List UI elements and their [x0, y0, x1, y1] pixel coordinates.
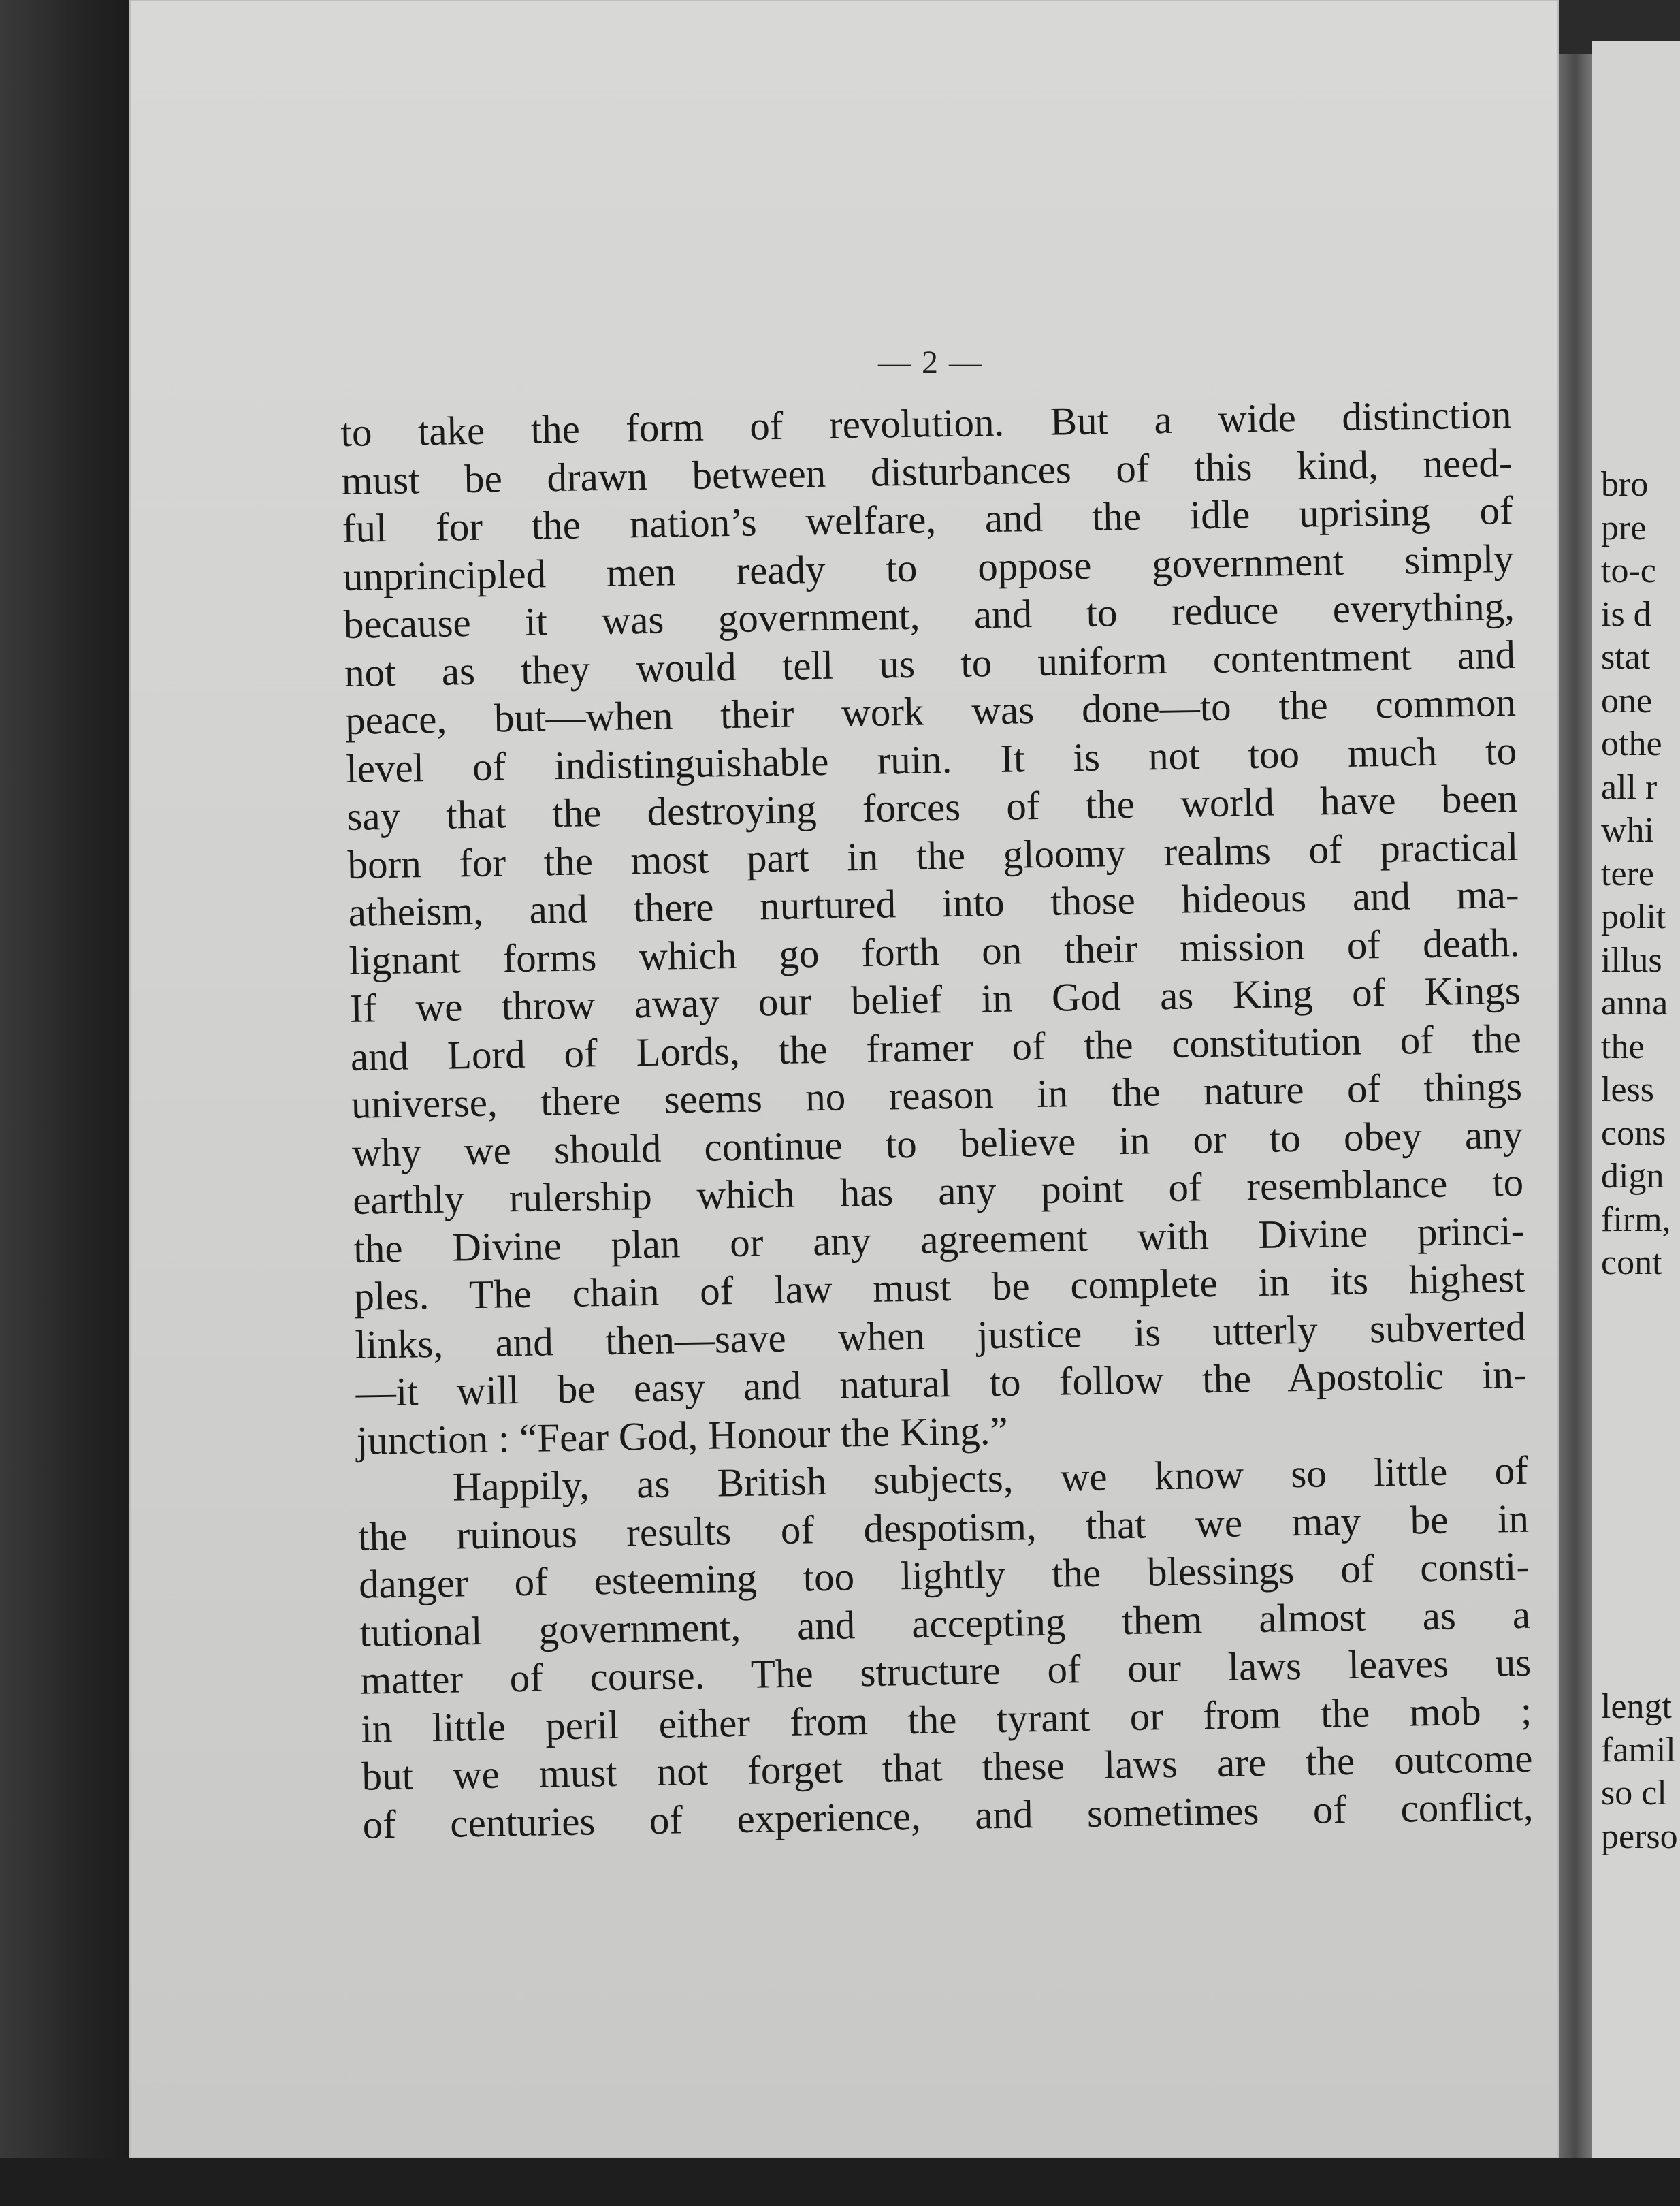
body-text — [340, 390, 1534, 1849]
facing-line: to-c — [1601, 552, 1656, 590]
facing-page-text-top — [1601, 463, 1680, 1285]
facing-page-text-bottom — [1601, 1685, 1680, 1858]
text-line: ples. The chain of law must be complete in its highest — [353, 1255, 1525, 1319]
text-line: must be drawn between disturbances of this kind, need- — [341, 439, 1513, 503]
text-line: tutional government, and accepting them almost as a — [359, 1591, 1531, 1655]
scan-bottom-edge — [0, 2158, 1680, 2206]
facing-line: bro — [1601, 465, 1649, 504]
text-line: links, and then—save when justice is utterly subverted — [355, 1303, 1526, 1367]
paragraph-first-line: Happily, as British subjects, we know so little of — [452, 1447, 1529, 1509]
facing-line: polit — [1601, 897, 1666, 936]
facing-line: illus — [1601, 940, 1662, 980]
facing-line: cont — [1601, 1243, 1662, 1282]
facing-line: less — [1601, 1070, 1654, 1109]
facing-line: is d — [1601, 594, 1651, 634]
facing-line: cons — [1601, 1113, 1666, 1153]
facing-line: the — [1601, 1027, 1645, 1066]
text-line: peace, but—when their work was done—to the common — [344, 679, 1517, 743]
text-line: to take the form of revolution. But a wide distinction — [340, 391, 1512, 455]
facing-line: tere — [1601, 854, 1654, 893]
facing-line: dign — [1601, 1157, 1664, 1196]
text-line: level of indistinguishable ruin. It is not too much to — [345, 727, 1517, 791]
text-line: matter of course. The structure of our laws leaves us — [359, 1639, 1532, 1703]
text-line: why we should continue to believe in or to obey any — [351, 1111, 1523, 1175]
facing-line: perso — [1601, 1817, 1678, 1856]
facing-line: pre — [1601, 508, 1647, 547]
text-line: ful for the nation’s welfare, and the idle uprising of — [342, 487, 1514, 551]
facing-line: othe — [1601, 724, 1662, 763]
text-line: and Lord of Lords, the framer of the constitution of the — [350, 1015, 1522, 1079]
book-gutter — [1559, 54, 1592, 2158]
facing-line: anna — [1601, 984, 1668, 1023]
facing-line: so cl — [1601, 1774, 1667, 1812]
text-line: of centuries of experience, and sometimes of conflict, — [362, 1783, 1534, 1847]
scan-left-edge — [0, 0, 129, 2206]
facing-line: one — [1601, 681, 1653, 720]
page-number: — 2 — — [878, 345, 983, 381]
text-line: atheism, and there nurtured into those hideous and ma- — [348, 871, 1519, 935]
facing-line: firm, — [1601, 1200, 1671, 1239]
text-line: in little peril either from the tyrant or from the mob ; — [360, 1687, 1532, 1751]
facing-line: famil — [1601, 1730, 1676, 1770]
text-line: —it will be easy and natural to follow the Apostolic in- — [355, 1351, 1528, 1415]
text-line: earthly rulership which has any point of resemblance to — [352, 1159, 1524, 1223]
facing-line: lengt — [1601, 1687, 1672, 1726]
text-line: unprincipled men ready to oppose government simply — [342, 535, 1515, 599]
text-line: but we must not forget that these laws are the outcome — [361, 1735, 1533, 1799]
text-line: universe, there seems no reason in the nature of things — [351, 1063, 1523, 1127]
text-line: because it was government, and to reduce everything, — [343, 583, 1515, 647]
text-line: If we throw away our belief in God as King of Kings — [349, 967, 1521, 1031]
text-line: lignant forms which go forth on their mission of death. — [349, 919, 1521, 983]
text-line: not as they would tell us to uniform contentment and — [344, 631, 1516, 695]
text-line: junction : “Fear God, Honour the King.” — [356, 1407, 1009, 1463]
text-line: born for the most part in the gloomy realms of practical — [346, 823, 1519, 887]
text-line: the Divine plan or any agreement with Divine princi- — [353, 1207, 1525, 1271]
text-line: say that the destroying forces of the world have been — [346, 775, 1518, 839]
facing-line: all r — [1601, 767, 1658, 807]
text-line: danger of esteeming too lightly the blessings of consti- — [358, 1543, 1530, 1607]
text-line: the ruinous results of despotism, that we may be in — [357, 1495, 1530, 1559]
facing-line: whi — [1601, 811, 1654, 850]
facing-line: stat — [1601, 638, 1651, 677]
